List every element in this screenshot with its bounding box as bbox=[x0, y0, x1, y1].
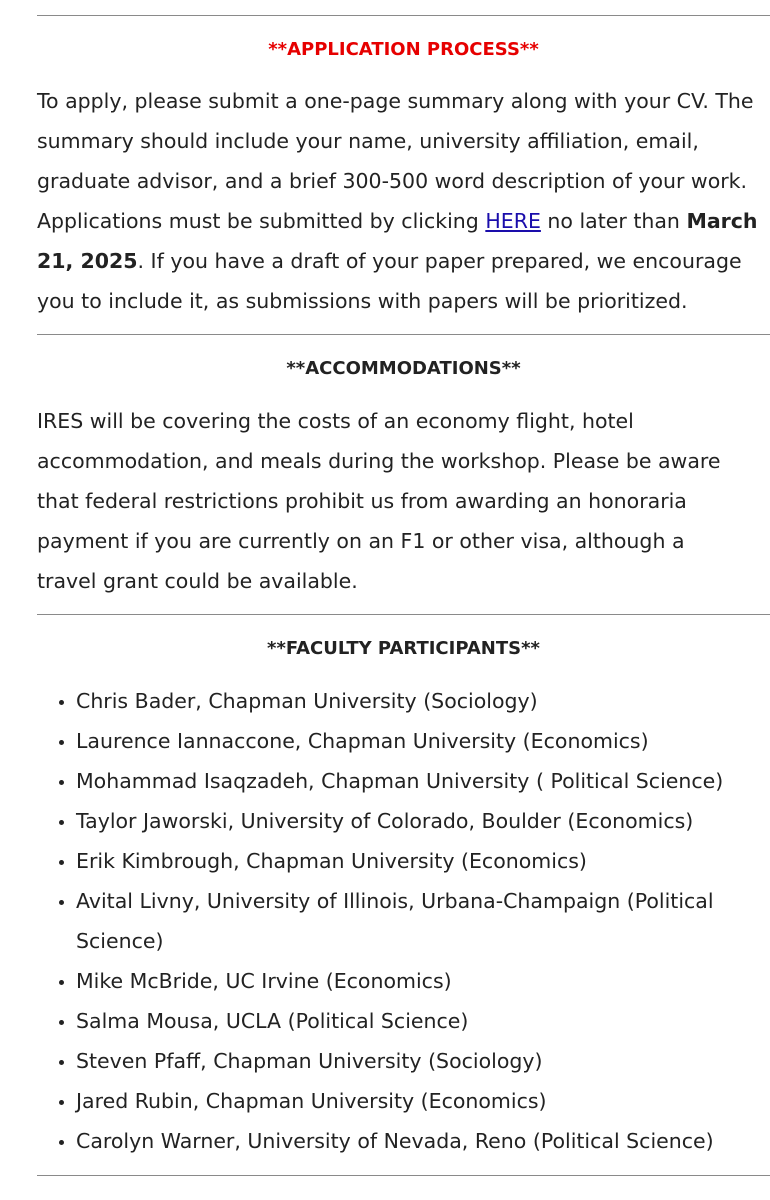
accommodations-heading: **ACCOMMODATIONS** bbox=[286, 358, 521, 379]
faculty-item: • Mike McBride, UC Irvine (Economics) bbox=[76, 961, 770, 1001]
faculty-item: • Mohammad Isaqzadeh, Chapman University ( Political Science) bbox=[76, 761, 770, 801]
faculty-item: • Salma Mousa, UCLA (Political Science) bbox=[76, 1001, 770, 1041]
bottom-divider bbox=[37, 1175, 770, 1176]
faculty-item: • Erik Kimbrough, Chapman University (Economics) bbox=[76, 841, 770, 881]
accommodations-paragraph: IRES will be covering the costs of an economy flight, hotel accommodation, and meals during the workshop. Please be aware that federal restrictions prohibit us from awarding an honoraria payment if you are currently on an F1 or other visa, although a travel grant could be available. bbox=[37, 409, 721, 593]
deadline-date-part1: March bbox=[686, 209, 758, 233]
faculty-item: • Taylor Jaworski, University of Colorado, Boulder (Economics) bbox=[76, 801, 770, 841]
faculty-item: • Avital Livny, University of Illinois, Urbana-Champaign (Political Science) bbox=[76, 881, 770, 961]
apply-here-link[interactable]: HERE bbox=[485, 209, 541, 233]
faculty-item: • Jared Rubin, Chapman University (Economics) bbox=[76, 1081, 770, 1121]
divider-1 bbox=[37, 334, 770, 335]
application-heading: **APPLICATION PROCESS** bbox=[268, 39, 539, 60]
top-divider bbox=[37, 15, 770, 16]
faculty-item: • Chris Bader, Chapman University (Sociology) bbox=[76, 681, 770, 721]
divider-2 bbox=[37, 614, 770, 615]
deadline-date-part2: 21, 2025 bbox=[37, 249, 138, 273]
faculty-list bbox=[37, 681, 770, 1161]
application-paragraph: To apply, please submit a one-page summary along with your CV. The summary should include your name, university affiliation, email, graduate advisor, and a brief 300-500 word description of your work. Applications must be submitted by clicking HERE no later than March 21, 2025. If you have a draft of your paper prepared, we encourage you to include it, as submissions with papers will be prioritized. bbox=[37, 89, 758, 313]
faculty-heading: **FACULTY PARTICIPANTS** bbox=[267, 638, 540, 659]
faculty-item: • Carolyn Warner, University of Nevada, Reno (Political Science) bbox=[76, 1121, 770, 1161]
faculty-item: • Laurence Iannaccone, Chapman University (Economics) bbox=[76, 721, 770, 761]
faculty-item: • Steven Pfaff, Chapman University (Sociology) bbox=[76, 1041, 770, 1081]
